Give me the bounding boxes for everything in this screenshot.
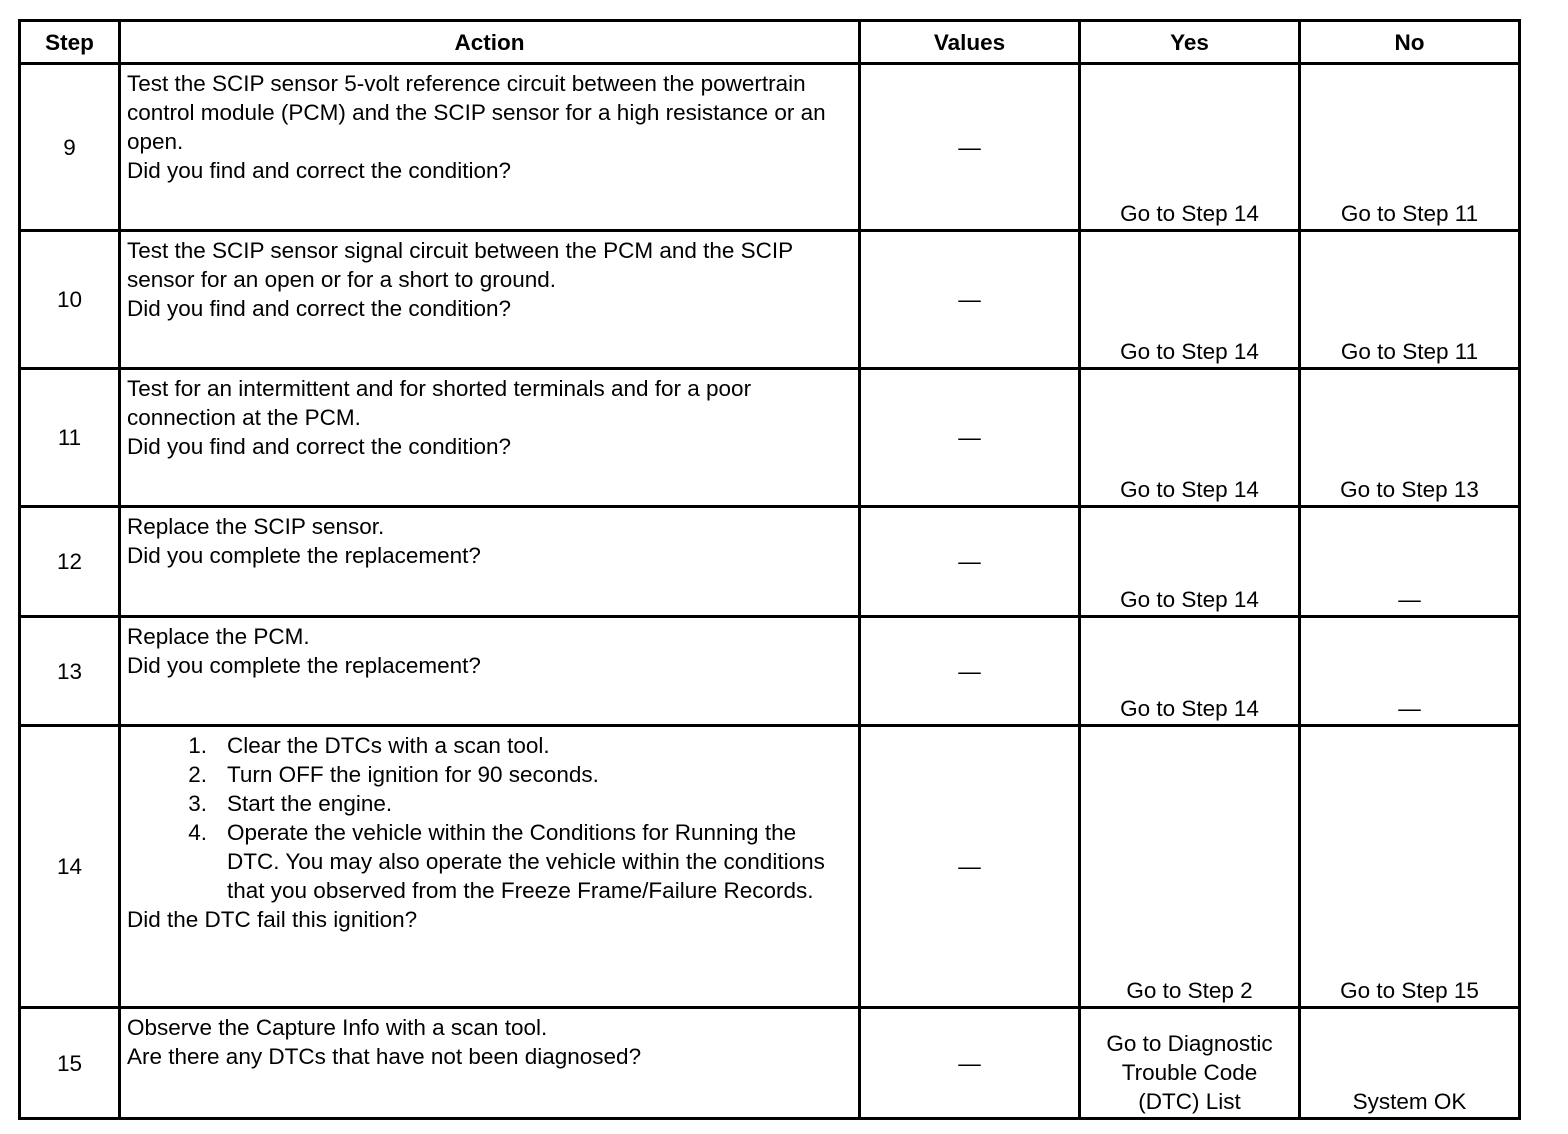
diagnostic-table-container <box>18 19 1521 1120</box>
action-text: Replace the SCIP sensor. <box>127 514 385 539</box>
table-row <box>20 369 1520 507</box>
action-cell <box>120 507 860 617</box>
table-row <box>20 231 1520 369</box>
action-cell <box>120 617 860 726</box>
list-item-number: 1. <box>188 733 207 758</box>
list-item <box>127 760 852 789</box>
action-cell <box>120 1008 860 1119</box>
step-number: 11 <box>20 369 120 507</box>
action-text: Test for an intermittent and for shorted terminals and for a poor connection at the PCM. <box>127 376 752 430</box>
no-cell: Go to Step 11 <box>1300 64 1520 231</box>
step-number: 10 <box>20 231 120 369</box>
values-cell: — <box>860 1008 1080 1119</box>
list-item-number: 4. <box>188 820 207 845</box>
yes-line: Trouble Code <box>1121 1060 1258 1085</box>
header-yes: Yes <box>1080 21 1300 64</box>
action-text: Replace the PCM. <box>127 624 310 649</box>
yes-cell <box>1080 1008 1300 1119</box>
list-item <box>127 731 852 760</box>
values-cell: — <box>860 617 1080 726</box>
action-question: Did the DTC fail this ignition? <box>127 907 418 932</box>
no-cell: Go to Step 11 <box>1300 231 1520 369</box>
action-steps-list <box>127 731 852 905</box>
action-cell <box>120 231 860 369</box>
step-number: 9 <box>20 64 120 231</box>
diagnostic-table <box>18 19 1521 1120</box>
values-cell: — <box>860 507 1080 617</box>
list-item-number: 3. <box>188 791 207 816</box>
list-item-text: Operate the vehicle within the Conditions for Running the DTC. You may also operate the vehicle within the conditions that you observed from the Freeze Frame/Failure Records. <box>227 820 825 903</box>
action-cell <box>120 64 860 231</box>
list-item-number: 2. <box>188 762 207 787</box>
table-row <box>20 507 1520 617</box>
yes-cell: Go to Step 14 <box>1080 507 1300 617</box>
step-number: 13 <box>20 617 120 726</box>
yes-line: (DTC) List <box>1138 1089 1241 1114</box>
action-question: Did you find and correct the condition? <box>127 296 511 321</box>
yes-cell: Go to Step 2 <box>1080 726 1300 1008</box>
yes-line: Go to Diagnostic <box>1106 1031 1273 1056</box>
values-cell: — <box>860 64 1080 231</box>
action-cell <box>120 369 860 507</box>
table-row <box>20 617 1520 726</box>
values-cell: — <box>860 726 1080 1008</box>
action-text: Test the SCIP sensor 5-volt reference circuit between the powertrain control module (PCM) and the SCIP sensor for a high resistance or an open. <box>127 71 826 154</box>
list-item <box>127 818 852 905</box>
table-row <box>20 726 1520 1008</box>
yes-cell: Go to Step 14 <box>1080 617 1300 726</box>
table-row <box>20 1008 1520 1119</box>
yes-cell: Go to Step 14 <box>1080 369 1300 507</box>
header-action: Action <box>120 21 860 64</box>
action-question: Did you find and correct the condition? <box>127 158 511 183</box>
list-item-text: Turn OFF the ignition for 90 seconds. <box>227 762 599 787</box>
header-no: No <box>1300 21 1520 64</box>
list-item-text: Start the engine. <box>227 791 393 816</box>
header-row <box>20 21 1520 64</box>
action-question: Did you complete the replacement? <box>127 653 481 678</box>
action-text: Observe the Capture Info with a scan tool. <box>127 1015 548 1040</box>
values-cell: — <box>860 369 1080 507</box>
yes-cell: Go to Step 14 <box>1080 231 1300 369</box>
no-cell: Go to Step 15 <box>1300 726 1520 1008</box>
step-number: 12 <box>20 507 120 617</box>
table-row <box>20 64 1520 231</box>
no-cell: Go to Step 13 <box>1300 369 1520 507</box>
action-question: Are there any DTCs that have not been diagnosed? <box>127 1044 642 1069</box>
action-text: Test the SCIP sensor signal circuit between the PCM and the SCIP sensor for an open or for a short to ground. <box>127 238 793 292</box>
yes-cell: Go to Step 14 <box>1080 64 1300 231</box>
action-question: Did you complete the replacement? <box>127 543 481 568</box>
values-cell: — <box>860 231 1080 369</box>
no-cell: System OK <box>1300 1008 1520 1119</box>
step-number: 14 <box>20 726 120 1008</box>
list-item <box>127 789 852 818</box>
action-question: Did you find and correct the condition? <box>127 434 511 459</box>
step-number: 15 <box>20 1008 120 1119</box>
no-cell: — <box>1300 507 1520 617</box>
list-item-text: Clear the DTCs with a scan tool. <box>227 733 550 758</box>
header-step: Step <box>20 21 120 64</box>
no-cell: — <box>1300 617 1520 726</box>
header-values: Values <box>860 21 1080 64</box>
action-cell <box>120 726 860 1008</box>
